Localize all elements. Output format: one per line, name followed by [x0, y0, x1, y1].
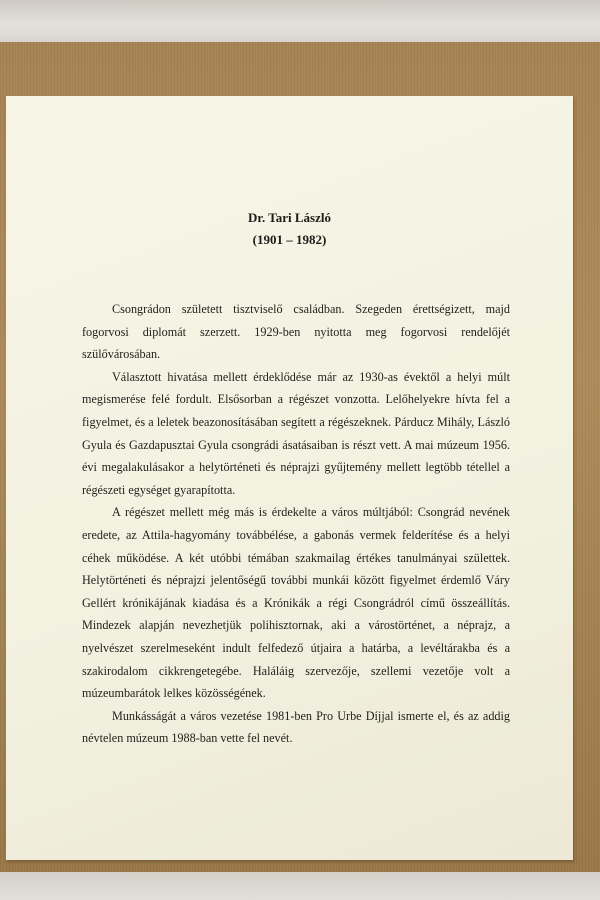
document-sheet: [6, 96, 573, 860]
paragraph-4: Munkásságát a város vezetése 1981-ben Pro Urbe Díjjal ismerte el, és az addig névtelen múzeum 1988-ban vette fel nevét.: [82, 708, 510, 746]
paragraph-2: Választott hivatása mellett érdeklődése már az 1930-as évektől a helyi múlt megismerése felé fordult. Elsősorban a régészet vonzotta. Lelőhelyekre hívta fel a figyelmet, és a leletek beazonosításában segített a régészeknek. Párducz Mihály, László Gyula és Gazdapusztai Gyula csongrádi ásatásaiban is részt vett. A mai múzeum 1956. évi megalakulásakor a helytörténeti és néprajzi gyűjtemény mellett legtöbb tétellel a régészeti egységet gyarapította.: [82, 369, 510, 497]
document-years: (1901 – 1982): [252, 232, 327, 247]
paragraph-1: Csongrádon született tisztviselő családban. Szegeden érettségizett, majd fogorvosi diplomát szerzett. 1929-ben nyitotta meg fogorvosi rendelőjét szülővárosában.: [82, 302, 510, 362]
wall-bottom: [0, 872, 600, 900]
document-title: Dr. Tari László: [248, 210, 331, 225]
paragraph-3: A régészet mellett még más is érdekelte a város múltjából: Csongrád nevének eredete, az Attila-hagyomány továbbélése, a gabonás vermek felderítése és a helyi céhek működése. A két utóbbi témában szakmailag értékes tanulmányai születtek. Helytörténeti és néprajzi jelentőségű további munkái között figyelmet érdemlő Váry Gellért krónikájának kiadása és a Krónikák a régi Csongrádról című összeállítás. Mindezek alapján nevezhetjük polihisztornak, aki a várostörténet, a néprajz, a nyelvészet szerelmeseként indult felfedező útjaira a határba, a levéltárakba és a szakirodalom cikkrengetegébe. Haláláig szervezője, szellemi vezetője volt a múzeumbarátok lelkes közösségének.: [82, 505, 510, 701]
document-body: [82, 298, 510, 750]
cork-board: [0, 42, 600, 872]
wall-top: [0, 0, 600, 42]
